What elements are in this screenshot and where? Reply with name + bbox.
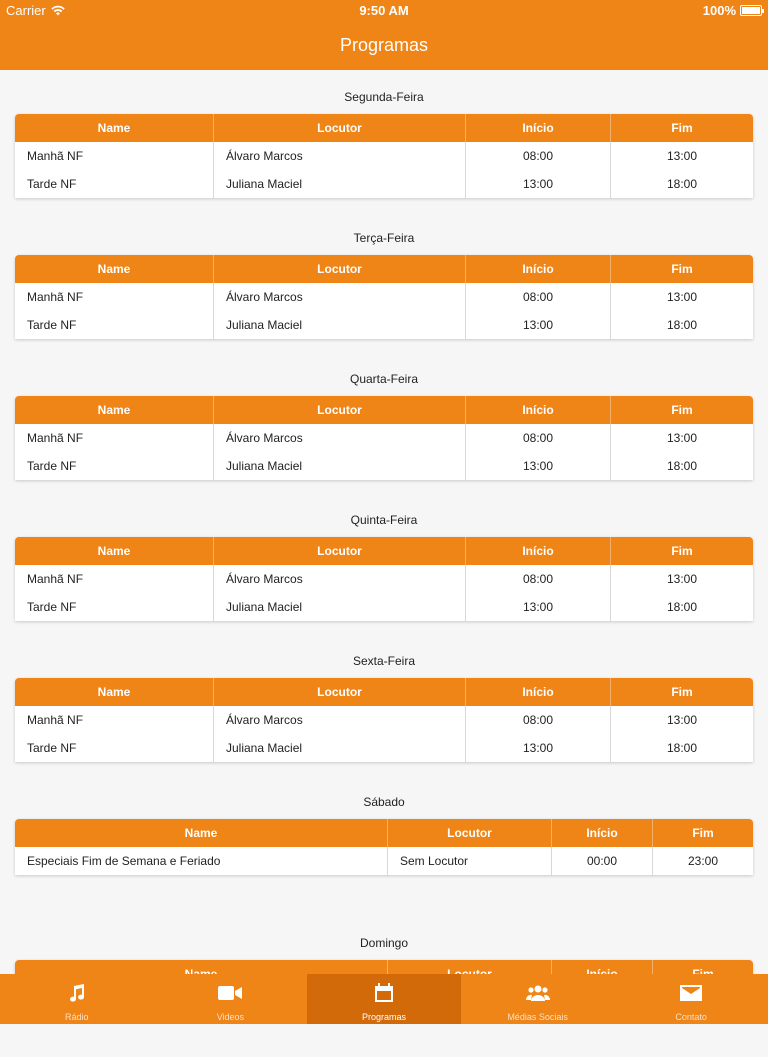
cell-name: Manhã NF <box>15 142 214 170</box>
tab-videos[interactable] <box>154 974 308 1024</box>
cell-locutor: Juliana Maciel <box>214 734 466 762</box>
table-row[interactable] <box>15 311 753 339</box>
battery-indicator <box>703 3 762 18</box>
cell-locutor: Juliana Maciel <box>214 170 466 198</box>
battery-percent: 100% <box>702 3 736 18</box>
column-header-name: Name <box>15 114 214 142</box>
table-row[interactable] <box>15 142 753 170</box>
column-header-name: Name <box>15 537 214 565</box>
column-header-fim: Fim <box>611 678 753 706</box>
table-header-row <box>15 114 753 142</box>
cell-inicio: 08:00 <box>466 424 611 452</box>
cell-name: Tarde NF <box>15 452 214 480</box>
column-header-inicio: Início <box>466 396 611 424</box>
tab-label: Médias Sociais <box>507 1012 568 1022</box>
cell-fim: 18:00 <box>666 459 698 473</box>
schedule-table <box>15 114 753 198</box>
carrier-label: Carrier <box>6 3 46 18</box>
column-header-locutor: Locutor <box>214 537 466 565</box>
column-header-fim: Fim <box>611 255 753 283</box>
page-title: Programas <box>339 35 429 55</box>
column-header-fim: Fim <box>611 537 753 565</box>
cell-name: Tarde NF <box>15 593 214 621</box>
cell-name: Manhã NF <box>15 565 214 593</box>
clock: 9:50 AM <box>359 3 409 18</box>
video-camera-icon <box>218 982 242 1004</box>
music-note-icon <box>67 982 87 1004</box>
schedule-table <box>15 396 753 480</box>
cell-fim: 13:00 <box>666 290 698 304</box>
table-header-row <box>15 678 753 706</box>
day-section <box>0 634 768 775</box>
cell-inicio: 13:00 <box>466 170 611 198</box>
schedule-table <box>15 537 753 621</box>
cell-inicio: 08:00 <box>466 283 611 311</box>
cell-fim: 18:00 <box>666 600 698 614</box>
cell-locutor: Álvaro Marcos <box>214 424 466 452</box>
cell-inicio: 13:00 <box>466 311 611 339</box>
column-header-inicio: Início <box>466 114 611 142</box>
table-row[interactable] <box>15 424 753 452</box>
tab-bar <box>0 974 768 1024</box>
day-title: Quinta-Feira <box>350 513 418 527</box>
column-header-name: Name <box>15 819 388 847</box>
cell-fim: 13:00 <box>666 713 698 727</box>
table-row[interactable] <box>15 565 753 593</box>
cell-fim: 23:00 <box>687 854 719 868</box>
cell-inicio: 08:00 <box>466 706 611 734</box>
day-section <box>0 352 768 493</box>
column-header-locutor: Locutor <box>214 396 466 424</box>
calendar-icon <box>374 982 394 1004</box>
day-title: Terça-Feira <box>353 231 415 245</box>
cell-fim: 18:00 <box>666 177 698 191</box>
day-section <box>0 493 768 634</box>
day-title: Sexta-Feira <box>352 654 416 668</box>
day-title: Sábado <box>363 795 405 809</box>
table-row[interactable] <box>15 283 753 311</box>
cell-locutor: Álvaro Marcos <box>214 706 466 734</box>
schedule-table <box>15 255 753 339</box>
table-row[interactable] <box>15 706 753 734</box>
top-bar <box>0 0 768 70</box>
table-row[interactable] <box>15 170 753 198</box>
day-title: Domingo <box>359 936 409 950</box>
day-section <box>0 70 768 211</box>
schedule-list[interactable] <box>0 70 768 974</box>
cell-name: Manhã NF <box>15 424 214 452</box>
schedule-table <box>15 819 753 875</box>
tab-m-dias-sociais[interactable] <box>461 974 615 1024</box>
cell-name: Manhã NF <box>15 283 214 311</box>
day-title: Quarta-Feira <box>349 372 419 386</box>
day-section <box>0 211 768 352</box>
cell-locutor: Juliana Maciel <box>214 311 466 339</box>
column-header-fim: Fim <box>611 396 753 424</box>
cell-inicio: 08:00 <box>466 142 611 170</box>
cell-locutor: Juliana Maciel <box>214 452 466 480</box>
cell-inicio: 00:00 <box>552 847 653 875</box>
cell-name: Tarde NF <box>15 311 214 339</box>
column-header-name: Name <box>15 678 214 706</box>
column-header-name: Name <box>15 396 214 424</box>
cell-locutor: Juliana Maciel <box>214 593 466 621</box>
table-row[interactable] <box>15 452 753 480</box>
table-header-row <box>15 255 753 283</box>
envelope-icon <box>680 982 702 1004</box>
table-header-row <box>15 819 753 847</box>
table-header-row <box>15 537 753 565</box>
tab-label: Contato <box>675 1012 707 1022</box>
cell-fim: 13:00 <box>666 572 698 586</box>
column-header-fim: Fim <box>653 819 753 847</box>
cell-inicio: 08:00 <box>466 565 611 593</box>
column-header-inicio: Início <box>552 819 653 847</box>
table-header-row <box>15 396 753 424</box>
column-header-fim: Fim <box>611 114 753 142</box>
column-header-inicio: Início <box>466 255 611 283</box>
cell-fim: 18:00 <box>666 741 698 755</box>
table-row[interactable] <box>15 593 753 621</box>
cell-locutor: Álvaro Marcos <box>214 142 466 170</box>
cell-inicio: 13:00 <box>466 452 611 480</box>
cell-fim: 18:00 <box>666 318 698 332</box>
column-header-locutor: Locutor <box>214 114 466 142</box>
tab-programas[interactable] <box>307 974 461 1024</box>
column-header-inicio: Início <box>466 537 611 565</box>
day-title: Segunda-Feira <box>344 90 424 104</box>
tab-r-dio[interactable] <box>0 974 154 1024</box>
cell-fim: 13:00 <box>666 149 698 163</box>
cell-name: Especiais Fim de Semana e Feriado <box>15 847 388 875</box>
cell-fim: 13:00 <box>666 431 698 445</box>
column-header-name: Name <box>15 255 214 283</box>
tab-label: Rádio <box>65 1012 89 1022</box>
cell-inicio: 13:00 <box>466 734 611 762</box>
table-row[interactable] <box>15 734 753 762</box>
table-row[interactable] <box>15 847 753 875</box>
cell-name: Tarde NF <box>15 734 214 762</box>
column-header-locutor: Locutor <box>388 819 552 847</box>
tab-label: Programas <box>361 1012 406 1022</box>
cell-inicio: 13:00 <box>466 593 611 621</box>
cell-locutor: Álvaro Marcos <box>214 565 466 593</box>
tab-contato[interactable] <box>614 974 768 1024</box>
people-icon <box>526 982 550 1004</box>
column-header-locutor: Locutor <box>214 255 466 283</box>
column-header-inicio: Início <box>466 678 611 706</box>
cell-locutor: Sem Locutor <box>388 847 552 875</box>
tab-label: Videos <box>216 1012 245 1022</box>
cell-name: Tarde NF <box>15 170 214 198</box>
schedule-table <box>15 678 753 762</box>
column-header-locutor: Locutor <box>214 678 466 706</box>
battery-icon <box>740 5 762 16</box>
cell-name: Manhã NF <box>15 706 214 734</box>
day-section <box>0 775 768 916</box>
status-bar <box>0 0 768 20</box>
cell-locutor: Álvaro Marcos <box>214 283 466 311</box>
